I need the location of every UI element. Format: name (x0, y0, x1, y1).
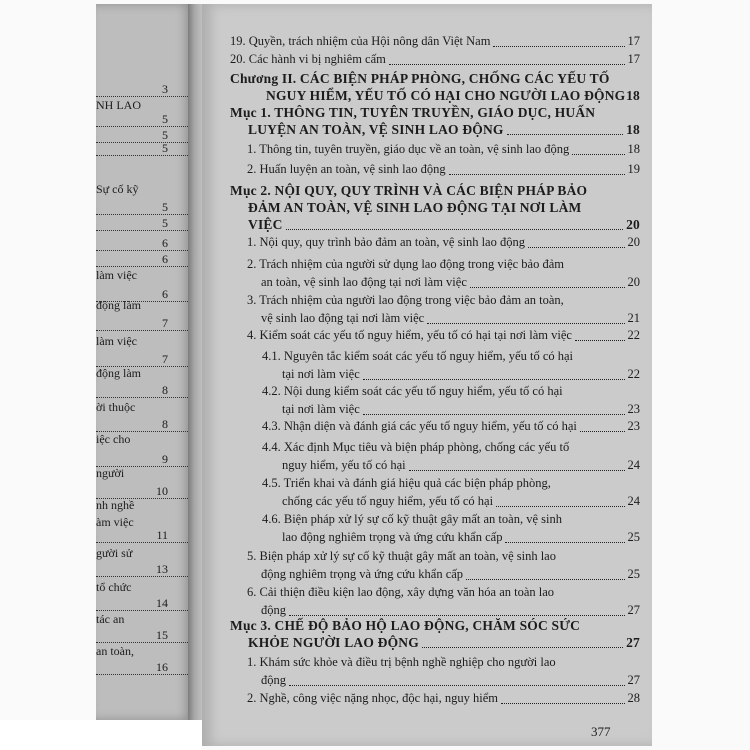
left-toc-text: làm việc (96, 268, 137, 282)
toc-entry-line: 4.1. Nguyên tắc kiểm soát các yếu tố nguy hiểm, yếu tố có hại (262, 349, 574, 363)
left-toc-fragment (96, 334, 188, 348)
toc-page-number: 18 (627, 142, 640, 156)
left-toc-page: 16 (156, 660, 168, 674)
toc-entry-line: 20. Các hành vi bị nghiêm cấm (230, 52, 386, 66)
left-toc-page: 5 (162, 128, 168, 142)
toc-entry-line: động nghiêm trọng và ứng cứu khẩn cấp (261, 567, 464, 581)
left-toc-fragment (96, 528, 188, 543)
left-toc-fragment (96, 452, 188, 467)
left-toc-page: 5 (162, 141, 168, 155)
toc-page-number: 17 (627, 52, 640, 66)
left-toc-fragment (96, 432, 188, 446)
left-toc-fragment (96, 484, 188, 499)
toc-entry-line: 4.4. Xác định Mục tiêu và biện pháp phòng, chống các yếu tố (262, 440, 570, 454)
left-toc-page: 8 (162, 417, 168, 431)
left-toc-fragment (96, 660, 188, 675)
left-toc-fragment (96, 182, 188, 196)
left-toc-fragment (96, 216, 188, 231)
toc-entry-line: Mục 2. NỘI QUY, QUY TRÌNH VÀ CÁC BIỆN PHÁP BẢO (230, 183, 588, 198)
left-toc-fragment (96, 562, 188, 577)
dot-leader (422, 647, 623, 648)
left-toc-page: 6 (162, 236, 168, 250)
dot-leader (449, 174, 625, 175)
toc-page-number: 24 (627, 458, 640, 472)
left-toc-fragment (96, 515, 188, 529)
left-toc-fragment (96, 352, 188, 367)
toc-entry-line: 2. Trách nhiệm của người sử dụng lao động trong việc bảo đảm (247, 257, 564, 271)
left-toc-page: 7 (162, 316, 168, 330)
toc-entry-line: động (261, 603, 286, 617)
dot-leader (493, 46, 625, 47)
left-toc-text: người (96, 466, 125, 480)
toc-entry-line: tại nơi làm việc (282, 367, 360, 381)
left-toc-text: iệc cho (96, 432, 131, 446)
left-toc-text: động làm (96, 366, 141, 380)
dot-leader (501, 703, 625, 704)
toc-page-number: 20 (626, 217, 640, 232)
dot-leader (289, 615, 625, 616)
toc-page-number: 19 (627, 162, 640, 176)
left-toc-text: nh nghề (96, 498, 135, 512)
toc-page-number: 25 (627, 567, 640, 581)
left-toc-fragment (96, 612, 188, 626)
dot-leader (289, 685, 625, 686)
toc-page-number: 20 (627, 235, 640, 249)
dot-leader (389, 64, 625, 65)
left-toc-fragment (96, 400, 188, 414)
toc-page-number: 27 (627, 673, 640, 687)
toc-entry-line: 2. Nghề, công việc nặng nhọc, độc hại, nguy hiểm (247, 691, 498, 705)
toc-entry-line: 6. Cải thiện điều kiện lao động, xây dựng văn hóa an toàn lao (247, 585, 555, 599)
toc-entry-line: chống các yếu tố nguy hiểm, yếu tố có hại (282, 494, 494, 508)
left-toc-page: 10 (156, 484, 168, 498)
dot-leader (286, 229, 623, 230)
toc-page-number: 20 (627, 275, 640, 289)
left-toc-fragment (96, 546, 188, 560)
toc-entry-line: an toàn, vệ sinh lao động tại nơi làm việc (261, 275, 467, 289)
left-toc-fragment (96, 383, 188, 398)
toc-entry-line: NGUY HIỂM, YẾU TỐ CÓ HẠI CHO NGƯỜI LAO ĐỘNG (266, 88, 626, 103)
left-toc-fragment (96, 112, 188, 127)
toc-page-number: 21 (627, 311, 640, 325)
left-toc-page: 13 (156, 562, 168, 576)
left-toc-fragment (96, 252, 188, 267)
left-toc-fragment (96, 644, 188, 658)
left-toc-text: NH LAO (96, 98, 141, 112)
left-toc-page: 8 (162, 383, 168, 397)
left-toc-page: 6 (162, 287, 168, 301)
dot-leader (505, 542, 625, 543)
left-toc-fragment (96, 628, 188, 643)
left-toc-page: 7 (162, 352, 168, 366)
toc-page-number: 18 (626, 88, 640, 103)
left-toc-page: 9 (162, 452, 168, 466)
toc-page-number: 27 (626, 635, 640, 650)
toc-entry-line: 4. Kiểm soát các yếu tố nguy hiểm, yếu tố có hại tại nơi làm việc (247, 328, 572, 342)
toc-entry-line: 19. Quyền, trách nhiệm của Hội nông dân Việt Nam (230, 34, 491, 48)
dot-leader (427, 323, 625, 324)
left-toc-text: gười sử (96, 546, 133, 560)
toc-entry-line: Mục 3. CHẾ ĐỘ BẢO HỘ LAO ĐỘNG, CHĂM SÓC SỨC (230, 618, 581, 633)
toc-entry-line: tại nơi làm việc (282, 402, 360, 416)
left-toc-fragment (96, 580, 188, 594)
toc-page-number: 23 (627, 419, 640, 433)
toc-entry-line: động (261, 673, 286, 687)
dot-leader (507, 134, 623, 135)
left-toc-fragment (96, 141, 188, 156)
left-toc-page: 11 (156, 528, 168, 542)
toc-entry-line: 5. Biện pháp xử lý sự cố kỹ thuật gây mất an toàn, vệ sinh lao (247, 549, 556, 563)
left-toc-text: ời thuộc (96, 400, 136, 414)
toc-entry-line: 1. Khám sức khỏe và điều trị bệnh nghề nghiệp cho người lao (247, 655, 556, 669)
toc-entry-line: Mục 1. THÔNG TIN, TUYÊN TRUYỀN, GIÁO DỤC, HUẤN (230, 105, 596, 120)
toc-entry-line: 4.3. Nhận diện và đánh giá các yếu tố nguy hiểm, yếu tố có hại (262, 419, 577, 433)
left-toc-page: 5 (162, 216, 168, 230)
toc-page-number: 17 (627, 34, 640, 48)
toc-entry-line: KHỎE NGƯỜI LAO ĐỘNG (248, 635, 419, 650)
left-toc-fragment (96, 82, 188, 97)
left-toc-fragment (96, 316, 188, 331)
toc-page-number: 27 (627, 603, 640, 617)
toc-entry-line: VIỆC (248, 217, 283, 232)
dot-leader (466, 579, 625, 580)
dot-leader (575, 340, 625, 341)
left-toc-page: 5 (162, 200, 168, 214)
dot-leader (496, 506, 625, 507)
dot-leader (363, 379, 625, 380)
toc-entry-line: nguy hiểm, yếu tố có hại (282, 458, 406, 472)
dot-leader (470, 287, 625, 288)
toc-page-number: 18 (626, 122, 640, 137)
toc-entry-line: 4.2. Nội dung kiểm soát các yếu tố nguy hiểm, yếu tố có hại (262, 384, 563, 398)
toc-entry-line: vệ sinh lao động tại nơi làm việc (261, 311, 425, 325)
left-toc-text: Sự cố kỹ (96, 182, 139, 196)
toc-entry-line: 4.6. Biện pháp xử lý sự cố kỹ thuật gây mất an toàn, vệ sinh (262, 512, 562, 526)
left-toc-page: 6 (162, 252, 168, 266)
left-toc-text: làm việc (96, 334, 137, 348)
toc-page-number: 23 (627, 402, 640, 416)
toc-entry-line: ĐẢM AN TOÀN, VỆ SINH LAO ĐỘNG TẠI NƠI LÀM (248, 200, 582, 215)
left-toc-fragment (96, 200, 188, 215)
toc-page-number: 22 (627, 328, 640, 342)
left-toc-text: tổ chức (96, 580, 132, 594)
dot-leader (409, 470, 625, 471)
left-toc-fragment (96, 366, 188, 380)
toc-entry-line: lao động nghiêm trọng và ứng cứu khẩn cấp (282, 530, 503, 544)
toc-entry-line: 3. Trách nhiệm của người lao động trong việc bảo đảm an toàn, (247, 293, 564, 307)
dot-leader (580, 431, 625, 432)
page-number: 377 (591, 724, 611, 739)
toc-entry-line: 2. Huấn luyện an toàn, vệ sinh lao động (247, 162, 446, 176)
left-toc-text: an toàn, (96, 644, 134, 658)
left-toc-fragment (96, 498, 188, 512)
left-toc-text: tác an (96, 612, 125, 626)
toc-entry-line: 4.5. Triển khai và đánh giá hiệu quả các biện pháp phòng, (262, 476, 551, 490)
toc-page-number: 24 (627, 494, 640, 508)
left-toc-page: 3 (162, 82, 168, 96)
left-toc-fragment (96, 596, 188, 611)
dot-leader (528, 247, 625, 248)
left-toc-page: 15 (156, 628, 168, 642)
left-toc-page: 14 (156, 596, 168, 610)
toc-page-number: 22 (627, 367, 640, 381)
dot-leader (363, 414, 625, 415)
left-toc-text: àm việc (96, 515, 134, 529)
toc-entry-line: Chương II. CÁC BIỆN PHÁP PHÒNG, CHỐNG CÁC YẾU TỐ (230, 71, 610, 86)
left-toc-text: động làm (96, 298, 141, 312)
dot-leader (572, 154, 625, 155)
left-toc-fragment (96, 417, 188, 432)
toc-page-number: 28 (627, 691, 640, 705)
toc-entry-line: LUYỆN AN TOÀN, VỆ SINH LAO ĐỘNG (248, 122, 504, 137)
left-page (96, 4, 192, 720)
left-toc-fragment (96, 268, 188, 282)
toc-page-number: 25 (627, 530, 640, 544)
left-toc-fragment (96, 466, 188, 480)
toc-entry-line: 1. Thông tin, tuyên truyền, giáo dục về an toàn, vệ sinh lao động (247, 142, 570, 156)
left-toc-fragment (96, 298, 188, 312)
toc-entry-line: 1. Nội quy, quy trình bảo đảm an toàn, vệ sinh lao động (247, 235, 525, 249)
left-toc-page: 5 (162, 112, 168, 126)
left-toc-fragment (96, 236, 188, 251)
left-toc-fragment (96, 98, 188, 112)
